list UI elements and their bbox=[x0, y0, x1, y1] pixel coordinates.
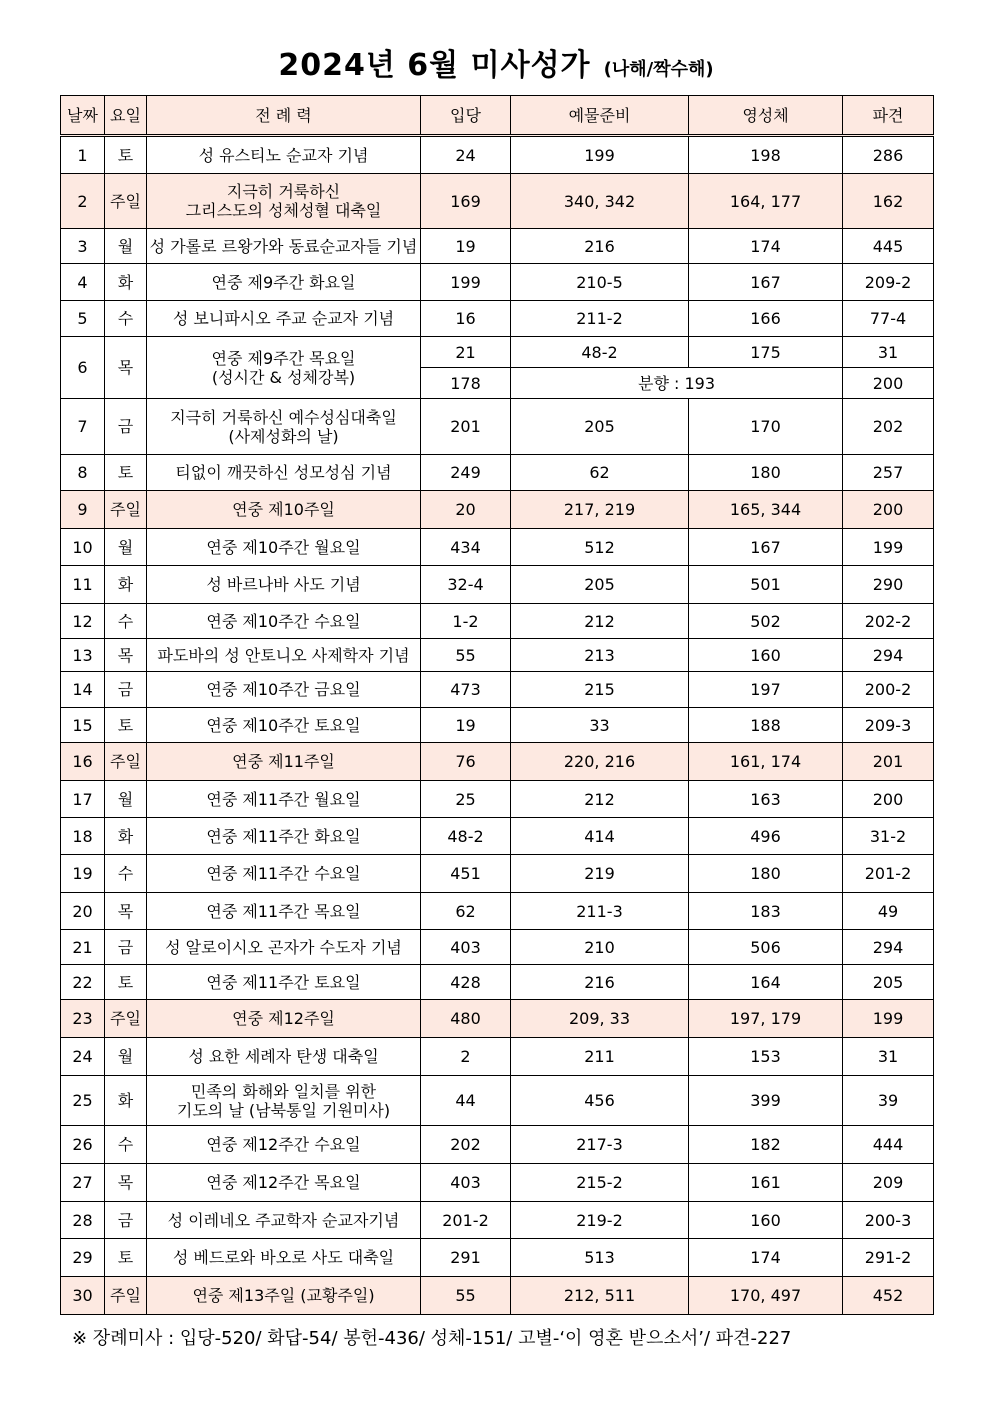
table-row bbox=[61, 708, 934, 743]
date-cell: 30 bbox=[61, 1277, 105, 1315]
offertory-cell: 456 bbox=[511, 1076, 689, 1126]
dismissal-cell: 291-2 bbox=[843, 1239, 934, 1277]
table-row bbox=[61, 965, 934, 1000]
weekday-cell: 금 bbox=[105, 1202, 147, 1239]
offertory-cell: 513 bbox=[511, 1239, 689, 1277]
communion-cell: 197, 179 bbox=[689, 1000, 843, 1038]
table-row bbox=[61, 264, 934, 301]
dismissal-cell: 209-2 bbox=[843, 264, 934, 301]
communion-cell: 153 bbox=[689, 1038, 843, 1076]
communion-cell: 170, 497 bbox=[689, 1277, 843, 1315]
entrance-cell: 403 bbox=[421, 930, 511, 965]
offertory-cell: 215-2 bbox=[511, 1164, 689, 1202]
communion-cell: 167 bbox=[689, 529, 843, 566]
feast-cell: 성 이레네오 주교학자 순교자기념 bbox=[147, 1202, 421, 1239]
table-row bbox=[61, 229, 934, 264]
communion-cell: 502 bbox=[689, 604, 843, 639]
communion-cell: 496 bbox=[689, 818, 843, 855]
feast-cell: 연중 제11주간 수요일 bbox=[147, 855, 421, 893]
offertory-cell: 205 bbox=[511, 566, 689, 604]
offertory-cell: 340, 342 bbox=[511, 174, 689, 229]
feast-line: 연중 제9주간 목요일 bbox=[211, 348, 356, 368]
date-cell: 25 bbox=[61, 1076, 105, 1126]
table-row bbox=[61, 399, 934, 455]
weekday-cell: 토 bbox=[105, 1239, 147, 1277]
offertory-cell: 212 bbox=[511, 781, 689, 818]
communion-cell: 180 bbox=[689, 855, 843, 893]
dismissal-cell: 209-3 bbox=[843, 708, 934, 743]
date-cell: 12 bbox=[61, 604, 105, 639]
offertory-cell: 211-3 bbox=[511, 893, 689, 930]
date-cell: 16 bbox=[61, 743, 105, 781]
offertory-cell: 210-5 bbox=[511, 264, 689, 301]
entrance-cell: 2 bbox=[421, 1038, 511, 1076]
dismissal-cell: 49 bbox=[843, 893, 934, 930]
dismissal-cell: 31 bbox=[843, 337, 934, 368]
offertory-cell: 48-2 bbox=[511, 337, 689, 368]
dismissal-cell: 444 bbox=[843, 1126, 934, 1164]
table-row bbox=[61, 1126, 934, 1164]
weekday-cell: 수 bbox=[105, 855, 147, 893]
offertory-cell: 414 bbox=[511, 818, 689, 855]
offertory-cell: 512 bbox=[511, 529, 689, 566]
communion-cell: 197 bbox=[689, 672, 843, 708]
entrance-cell: 16 bbox=[421, 301, 511, 337]
feast-cell: 연중 제10주간 수요일 bbox=[147, 604, 421, 639]
date-cell: 23 bbox=[61, 1000, 105, 1038]
offertory-cell: 209, 33 bbox=[511, 1000, 689, 1038]
entrance-cell: 32-4 bbox=[421, 566, 511, 604]
entrance-cell: 428 bbox=[421, 965, 511, 1000]
feast-cell: 티없이 깨끗하신 성모성심 기념 bbox=[147, 455, 421, 491]
entrance-cell: 62 bbox=[421, 893, 511, 930]
feast-cell bbox=[147, 399, 421, 455]
dismissal-cell: 202-2 bbox=[843, 604, 934, 639]
entrance-cell: 55 bbox=[421, 639, 511, 672]
weekday-cell: 목 bbox=[105, 1164, 147, 1202]
table-row bbox=[61, 1076, 934, 1126]
date-cell: 22 bbox=[61, 965, 105, 1000]
feast-line: (사제성화의 날) bbox=[228, 426, 339, 446]
date-cell: 20 bbox=[61, 893, 105, 930]
offertory-cell: 62 bbox=[511, 455, 689, 491]
feast-cell: 성 유스티노 순교자 기념 bbox=[147, 136, 421, 174]
communion-cell: 165, 344 bbox=[689, 491, 843, 529]
date-cell: 11 bbox=[61, 566, 105, 604]
header-entrance: 입당 bbox=[421, 96, 511, 136]
feast-cell: 성 보니파시오 주교 순교자 기념 bbox=[147, 301, 421, 337]
communion-cell: 501 bbox=[689, 566, 843, 604]
communion-cell: 175 bbox=[689, 337, 843, 368]
offertory-cell: 211-2 bbox=[511, 301, 689, 337]
feast-cell: 성 베드로와 바오로 사도 대축일 bbox=[147, 1239, 421, 1277]
feast-cell: 연중 제10주간 월요일 bbox=[147, 529, 421, 566]
table-row bbox=[61, 781, 934, 818]
offertory-cell: 216 bbox=[511, 229, 689, 264]
communion-cell: 174 bbox=[689, 1239, 843, 1277]
offertory-cell: 211 bbox=[511, 1038, 689, 1076]
offertory-cell: 217, 219 bbox=[511, 491, 689, 529]
title-main: 2024년 6월 미사성가 bbox=[278, 48, 591, 83]
weekday-cell: 화 bbox=[105, 1076, 147, 1126]
header-weekday: 요일 bbox=[105, 96, 147, 136]
entrance-cell: 25 bbox=[421, 781, 511, 818]
feast-cell: 연중 제11주간 토요일 bbox=[147, 965, 421, 1000]
entrance-cell: 169 bbox=[421, 174, 511, 229]
feast-cell: 연중 제11주일 bbox=[147, 743, 421, 781]
communion-cell: 167 bbox=[689, 264, 843, 301]
communion-cell: 163 bbox=[689, 781, 843, 818]
dismissal-cell: 31-2 bbox=[843, 818, 934, 855]
table-row bbox=[61, 930, 934, 965]
table-row bbox=[61, 743, 934, 781]
dismissal-cell: 445 bbox=[843, 229, 934, 264]
offertory-cell: 219-2 bbox=[511, 1202, 689, 1239]
header-row bbox=[61, 96, 934, 136]
entrance-cell: 199 bbox=[421, 264, 511, 301]
dismissal-cell: 257 bbox=[843, 455, 934, 491]
feast-line: 민족의 화해와 일치를 위한 bbox=[190, 1081, 377, 1101]
entrance-cell: 202 bbox=[421, 1126, 511, 1164]
dismissal-cell: 199 bbox=[843, 529, 934, 566]
entrance-cell: 20 bbox=[421, 491, 511, 529]
date-cell: 26 bbox=[61, 1126, 105, 1164]
page-title bbox=[0, 40, 992, 84]
weekday-cell: 월 bbox=[105, 229, 147, 264]
date-cell: 14 bbox=[61, 672, 105, 708]
weekday-cell: 주일 bbox=[105, 743, 147, 781]
offertory-cell: 212, 511 bbox=[511, 1277, 689, 1315]
dismissal-cell: 294 bbox=[843, 930, 934, 965]
entrance-cell: 473 bbox=[421, 672, 511, 708]
entrance-cell: 48-2 bbox=[421, 818, 511, 855]
dismissal-cell: 31 bbox=[843, 1038, 934, 1076]
date-cell: 5 bbox=[61, 301, 105, 337]
feast-cell: 연중 제12주간 수요일 bbox=[147, 1126, 421, 1164]
weekday-cell: 수 bbox=[105, 301, 147, 337]
offertory-cell: 219 bbox=[511, 855, 689, 893]
weekday-cell: 목 bbox=[105, 639, 147, 672]
offertory-cell: 205 bbox=[511, 399, 689, 455]
table-row bbox=[61, 455, 934, 491]
dismissal-cell: 200 bbox=[843, 781, 934, 818]
dismissal-cell: 286 bbox=[843, 136, 934, 174]
dismissal-cell: 162 bbox=[843, 174, 934, 229]
offertory-cell: 220, 216 bbox=[511, 743, 689, 781]
dismissal-cell: 200 bbox=[843, 368, 934, 399]
table-row bbox=[61, 1277, 934, 1315]
dismissal-cell: 452 bbox=[843, 1277, 934, 1315]
date-cell: 7 bbox=[61, 399, 105, 455]
funeral-mass-note: ※ 장례미사 : 입당-520/ 화답-54/ 봉헌-436/ 성체-151/ 고별-‘이 영혼 받으소서’/ 파견-227 bbox=[72, 1328, 792, 1349]
weekday-cell: 토 bbox=[105, 965, 147, 1000]
entrance-cell: 76 bbox=[421, 743, 511, 781]
communion-cell: 164, 177 bbox=[689, 174, 843, 229]
date-cell: 28 bbox=[61, 1202, 105, 1239]
communion-cell: 160 bbox=[689, 1202, 843, 1239]
schedule-body bbox=[61, 136, 934, 1315]
entrance-cell: 178 bbox=[421, 368, 511, 399]
entrance-cell: 201-2 bbox=[421, 1202, 511, 1239]
table-row bbox=[61, 1000, 934, 1038]
hymn-schedule-table bbox=[60, 95, 934, 1315]
dismissal-cell: 200-3 bbox=[843, 1202, 934, 1239]
weekday-cell: 주일 bbox=[105, 491, 147, 529]
entrance-cell: 55 bbox=[421, 1277, 511, 1315]
entrance-cell: 19 bbox=[421, 229, 511, 264]
date-cell: 4 bbox=[61, 264, 105, 301]
feast-cell: 파도바의 성 안토니오 사제학자 기념 bbox=[147, 639, 421, 672]
feast-cell: 연중 제12주일 bbox=[147, 1000, 421, 1038]
feast-cell bbox=[147, 1076, 421, 1126]
entrance-cell: 403 bbox=[421, 1164, 511, 1202]
date-cell: 29 bbox=[61, 1239, 105, 1277]
table-row bbox=[61, 1164, 934, 1202]
feast-line: 지극히 거룩하신 예수성심대축일 bbox=[170, 407, 397, 427]
communion-cell: 198 bbox=[689, 136, 843, 174]
communion-cell: 170 bbox=[689, 399, 843, 455]
feast-cell: 연중 제13주일 (교황주일) bbox=[147, 1277, 421, 1315]
table-row bbox=[61, 1202, 934, 1239]
table-row bbox=[61, 1038, 934, 1076]
date-cell: 3 bbox=[61, 229, 105, 264]
weekday-cell: 수 bbox=[105, 1126, 147, 1164]
offertory-cell: 210 bbox=[511, 930, 689, 965]
feast-line: (성시간 & 성체강복) bbox=[211, 367, 356, 387]
communion-cell: 182 bbox=[689, 1126, 843, 1164]
dismissal-cell: 77-4 bbox=[843, 301, 934, 337]
table-row bbox=[61, 566, 934, 604]
weekday-cell: 월 bbox=[105, 781, 147, 818]
communion-cell: 399 bbox=[689, 1076, 843, 1126]
table-row bbox=[61, 337, 934, 368]
entrance-cell: 24 bbox=[421, 136, 511, 174]
date-cell: 8 bbox=[61, 455, 105, 491]
weekday-cell: 주일 bbox=[105, 1000, 147, 1038]
title-sub: (나해/짝수해) bbox=[603, 59, 714, 80]
feast-cell: 연중 제9주간 화요일 bbox=[147, 264, 421, 301]
offertory-cell: 212 bbox=[511, 604, 689, 639]
entrance-cell: 434 bbox=[421, 529, 511, 566]
offertory-cell: 33 bbox=[511, 708, 689, 743]
dismissal-cell: 201-2 bbox=[843, 855, 934, 893]
weekday-cell: 토 bbox=[105, 136, 147, 174]
table-row bbox=[61, 604, 934, 639]
date-cell: 10 bbox=[61, 529, 105, 566]
feast-line: 기도의 날 (남북통일 기원미사) bbox=[176, 1100, 391, 1120]
weekday-cell: 화 bbox=[105, 818, 147, 855]
table-row bbox=[61, 672, 934, 708]
feast-cell bbox=[147, 174, 421, 229]
header-dismissal: 파견 bbox=[843, 96, 934, 136]
table-row bbox=[61, 1239, 934, 1277]
table-row bbox=[61, 639, 934, 672]
table-row bbox=[61, 301, 934, 337]
date-cell: 13 bbox=[61, 639, 105, 672]
feast-cell: 성 가롤로 르왕가와 동료순교자들 기념 bbox=[147, 229, 421, 264]
date-cell: 15 bbox=[61, 708, 105, 743]
feast-cell: 연중 제12주간 목요일 bbox=[147, 1164, 421, 1202]
header-communion: 영성체 bbox=[689, 96, 843, 136]
header-date: 날짜 bbox=[61, 96, 105, 136]
table-row bbox=[61, 855, 934, 893]
dismissal-cell: 209 bbox=[843, 1164, 934, 1202]
dismissal-cell: 39 bbox=[843, 1076, 934, 1126]
header-offertory: 예물준비 bbox=[511, 96, 689, 136]
date-cell: 18 bbox=[61, 818, 105, 855]
offertory-cell: 199 bbox=[511, 136, 689, 174]
feast-cell: 연중 제10주간 금요일 bbox=[147, 672, 421, 708]
feast-cell: 연중 제11주간 목요일 bbox=[147, 893, 421, 930]
communion-cell: 160 bbox=[689, 639, 843, 672]
table-row bbox=[61, 893, 934, 930]
dismissal-cell: 290 bbox=[843, 566, 934, 604]
dismissal-cell: 200-2 bbox=[843, 672, 934, 708]
offertory-cell: 216 bbox=[511, 965, 689, 1000]
communion-cell: 164 bbox=[689, 965, 843, 1000]
date-cell: 17 bbox=[61, 781, 105, 818]
offertory-cell: 213 bbox=[511, 639, 689, 672]
communion-cell: 166 bbox=[689, 301, 843, 337]
dismissal-cell: 199 bbox=[843, 1000, 934, 1038]
weekday-cell: 토 bbox=[105, 455, 147, 491]
incense-cell: 분향 : 193 bbox=[511, 368, 843, 399]
dismissal-cell: 205 bbox=[843, 965, 934, 1000]
communion-cell: 180 bbox=[689, 455, 843, 491]
weekday-cell: 화 bbox=[105, 566, 147, 604]
weekday-cell: 금 bbox=[105, 399, 147, 455]
entrance-cell: 480 bbox=[421, 1000, 511, 1038]
entrance-cell: 291 bbox=[421, 1239, 511, 1277]
weekday-cell: 주일 bbox=[105, 1277, 147, 1315]
dismissal-cell: 202 bbox=[843, 399, 934, 455]
entrance-cell: 44 bbox=[421, 1076, 511, 1126]
header-liturgical-calendar: 전 례 력 bbox=[147, 96, 421, 136]
dismissal-cell: 294 bbox=[843, 639, 934, 672]
entrance-cell: 21 bbox=[421, 337, 511, 368]
feast-cell bbox=[147, 337, 421, 399]
date-cell: 21 bbox=[61, 930, 105, 965]
weekday-cell: 월 bbox=[105, 1038, 147, 1076]
entrance-cell: 201 bbox=[421, 399, 511, 455]
date-cell: 9 bbox=[61, 491, 105, 529]
weekday-cell: 목 bbox=[105, 893, 147, 930]
feast-cell: 연중 제10주일 bbox=[147, 491, 421, 529]
entrance-cell: 19 bbox=[421, 708, 511, 743]
communion-cell: 506 bbox=[689, 930, 843, 965]
entrance-cell: 1-2 bbox=[421, 604, 511, 639]
communion-cell: 188 bbox=[689, 708, 843, 743]
feast-cell: 연중 제11주간 화요일 bbox=[147, 818, 421, 855]
communion-cell: 161, 174 bbox=[689, 743, 843, 781]
feast-line: 지극히 거룩하신 bbox=[226, 182, 341, 201]
feast-line: 그리스도의 성체성혈 대축일 bbox=[185, 201, 382, 220]
offertory-cell: 217-3 bbox=[511, 1126, 689, 1164]
weekday-cell: 금 bbox=[105, 930, 147, 965]
table-row bbox=[61, 174, 934, 229]
date-cell: 27 bbox=[61, 1164, 105, 1202]
weekday-cell: 수 bbox=[105, 604, 147, 639]
weekday-cell: 화 bbox=[105, 264, 147, 301]
feast-cell: 연중 제10주간 토요일 bbox=[147, 708, 421, 743]
table-row bbox=[61, 136, 934, 174]
date-cell: 19 bbox=[61, 855, 105, 893]
feast-cell: 성 알로이시오 곤자가 수도자 기념 bbox=[147, 930, 421, 965]
feast-cell: 연중 제11주간 월요일 bbox=[147, 781, 421, 818]
offertory-cell: 215 bbox=[511, 672, 689, 708]
weekday-cell: 토 bbox=[105, 708, 147, 743]
communion-cell: 161 bbox=[689, 1164, 843, 1202]
table-row bbox=[61, 529, 934, 566]
table-row bbox=[61, 818, 934, 855]
entrance-cell: 249 bbox=[421, 455, 511, 491]
weekday-cell: 주일 bbox=[105, 174, 147, 229]
date-cell: 6 bbox=[61, 337, 105, 399]
entrance-cell: 451 bbox=[421, 855, 511, 893]
weekday-cell: 월 bbox=[105, 529, 147, 566]
feast-cell: 성 요한 세례자 탄생 대축일 bbox=[147, 1038, 421, 1076]
feast-cell: 성 바르나바 사도 기념 bbox=[147, 566, 421, 604]
date-cell: 1 bbox=[61, 136, 105, 174]
communion-cell: 183 bbox=[689, 893, 843, 930]
dismissal-cell: 201 bbox=[843, 743, 934, 781]
date-cell: 24 bbox=[61, 1038, 105, 1076]
date-cell: 2 bbox=[61, 174, 105, 229]
weekday-cell: 금 bbox=[105, 672, 147, 708]
communion-cell: 174 bbox=[689, 229, 843, 264]
weekday-cell: 목 bbox=[105, 337, 147, 399]
dismissal-cell: 200 bbox=[843, 491, 934, 529]
table-row bbox=[61, 491, 934, 529]
